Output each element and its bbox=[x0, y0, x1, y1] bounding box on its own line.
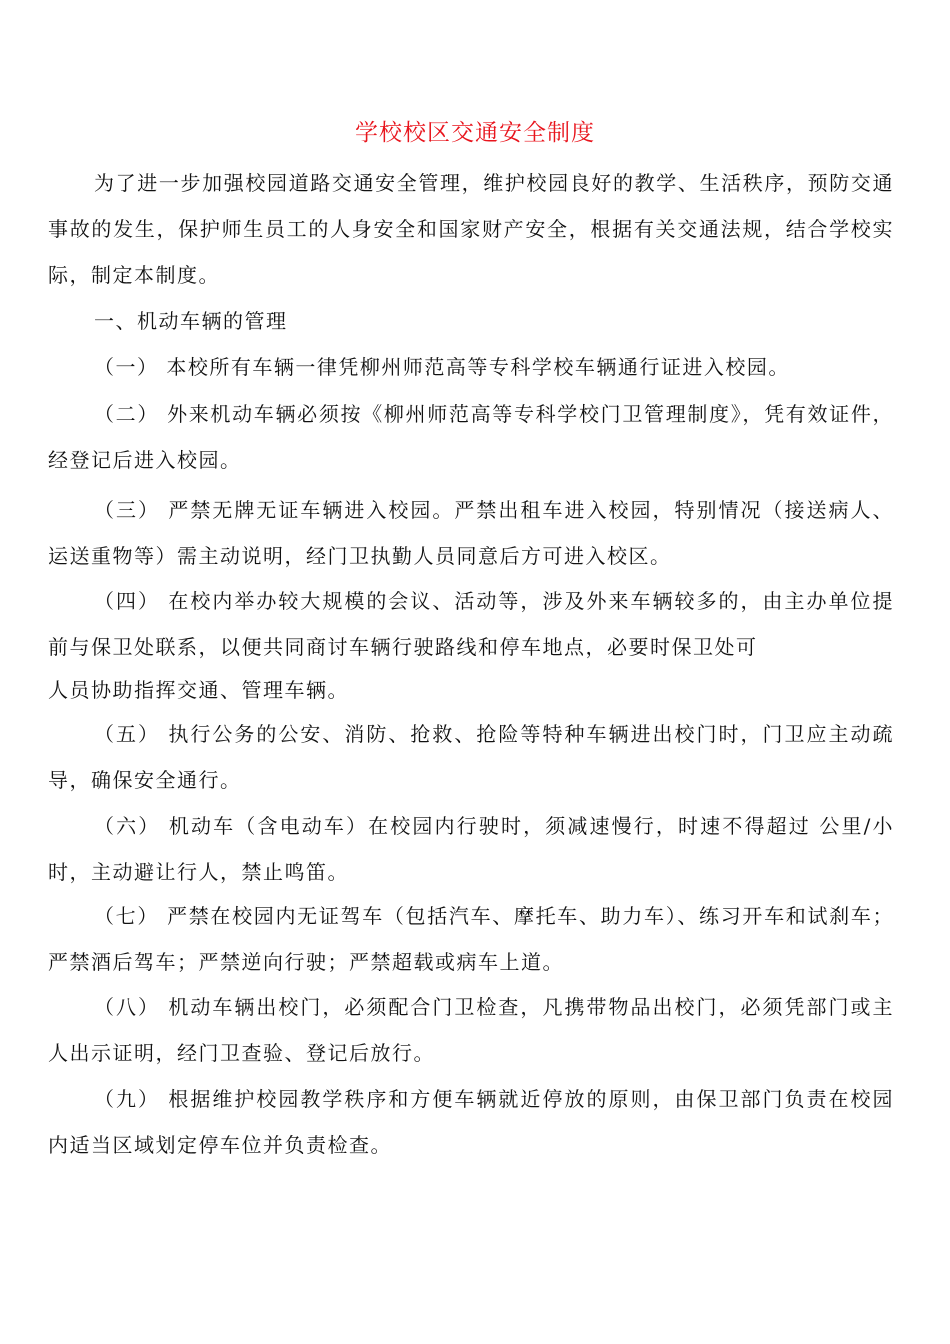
list-item-8: （八） 机动车辆出校门，必须配合门卫检查，凡携带物品出校门，必须凭部门或主人出示证明，经门卫查验、登记后放行。 bbox=[48, 995, 894, 1065]
list-item-5: （五） 执行公务的公安、消防、抢救、抢险等特种车辆进出校门时，门卫应主动疏导，确保安全通行。 bbox=[48, 722, 894, 792]
list-item-4: （四） 在校内举办较大规模的会议、活动等，涉及外来车辆较多的，由主办单位提前与保卫处联系，以便共同商讨车辆行驶路线和停车地点，必要时保卫处可 bbox=[48, 589, 894, 659]
intro-paragraph: 为了进一步加强校园道路交通安全管理，维护校园良好的教学、生活秩序，预防交通事故的发生，保护师生员工的人身安全和国家财产安全，根据有关交通法规，结合学校实际，制定本制度。 bbox=[48, 171, 894, 287]
list-item-4-continuation: 人员协助指挥交通、管理车辆。 bbox=[48, 678, 349, 702]
list-item-1: （一） 本校所有车辆一律凭柳州师范高等专科学校车辆通行证进入校园。 bbox=[94, 355, 790, 379]
list-item-9: （九） 根据维护校园教学秩序和方便车辆就近停放的原则，由保卫部门负责在校园内适当区域划定停车位并负责检查。 bbox=[48, 1087, 894, 1157]
document-title: 学校校区交通安全制度 bbox=[355, 120, 595, 146]
list-item-7: （七） 严禁在校园内无证驾车（包括汽车、摩托车、助力车）、练习开车和试刹车；严禁酒后驾车；严禁逆向行驶；严禁超载或病车上道。 bbox=[48, 904, 894, 974]
list-item-3: （三） 严禁无牌无证车辆进入校园。严禁出租车进入校园，特别情况（接送病人、运送重物等）需主动说明，经门卫执勤人员同意后方可进入校区。 bbox=[48, 498, 894, 568]
list-item-6: （六） 机动车（含电动车）在校园内行驶时，须减速慢行，时速不得超过 公里/小时，主动避让行人，禁止鸣笛。 bbox=[48, 814, 894, 884]
list-item-2: （二） 外来机动车辆必须按《柳州师范高等专科学校门卫管理制度》，凭有效证件，经登记后进入校园。 bbox=[48, 402, 894, 472]
section-heading: 一、机动车辆的管理 bbox=[94, 309, 288, 333]
